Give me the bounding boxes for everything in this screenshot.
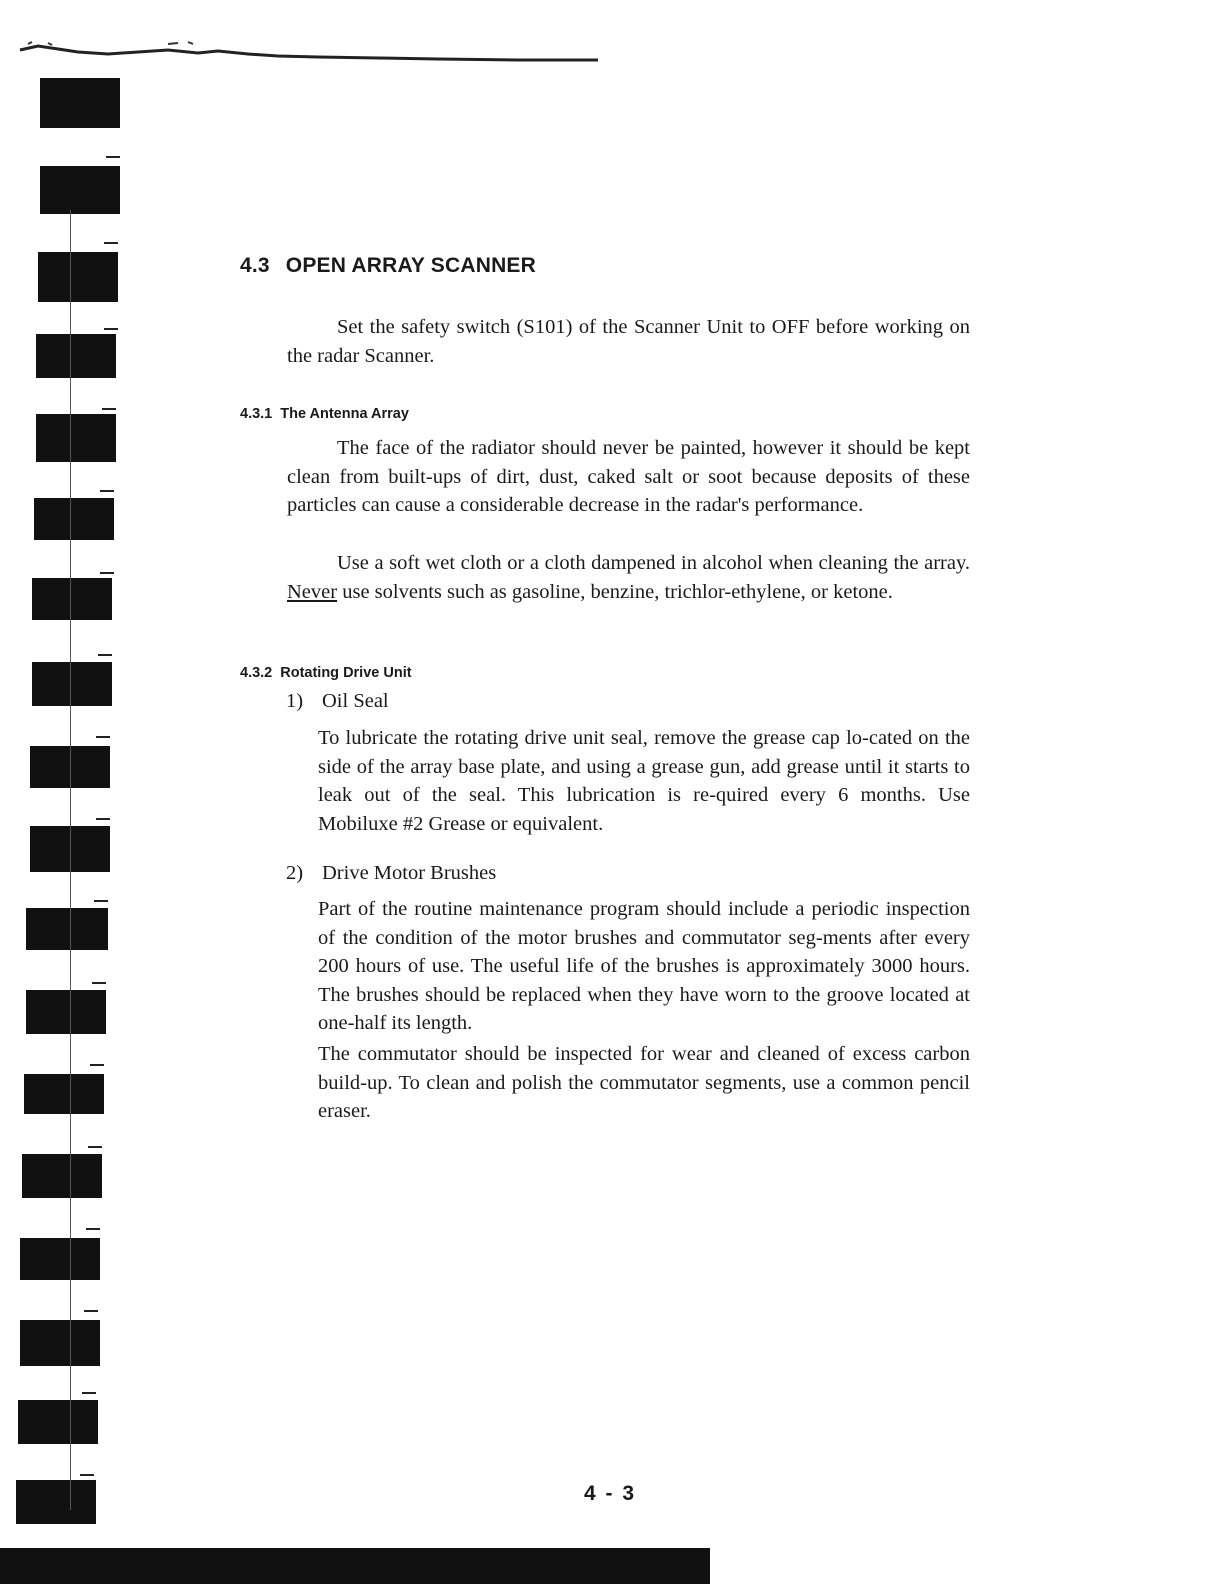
antenna-paragraph-2 <box>287 549 970 606</box>
antenna-paragraph-2-end: use solvents such as gasoline, benzine, trichlor-ethylene, or ketone. <box>337 580 893 603</box>
antenna-paragraph-1: The face of the radiator should never be painted, however it should be kept clean from built-ups of dirt, dust, caked salt or soot because deposits of these particles can cause a considerable decrease in the radar's performance. <box>287 437 970 516</box>
subsection-number: 4.3.2 <box>240 665 273 681</box>
never-emphasis: Never <box>287 580 338 603</box>
commutator-body: The commutator should be inspected for wear and cleaned of excess carbon build-up. To clean and polish the commutator segments, use a common pencil eraser. <box>318 1043 970 1122</box>
list-item-heading-drive-motor-brushes <box>286 862 496 885</box>
subsection-number: 4.3.1 <box>240 406 273 422</box>
subsection-heading-rotating-drive-unit <box>240 665 412 681</box>
oil-seal-body: To lubricate the rotating drive unit seal, remove the grease cap lo-cated on the side of the array base plate, and using a grease gun, add grease until it starts to leak out of the seal. This lubrication is re-quired every 6 months. Use Mobiluxe #2 Grease or equivalent. <box>318 727 970 835</box>
list-item-number: 1) <box>286 690 304 712</box>
list-item-number: 2) <box>286 862 304 884</box>
binding-holes <box>10 70 120 1540</box>
subsection-title: Rotating Drive Unit <box>280 665 412 681</box>
list-item-title: Drive Motor Brushes <box>322 862 497 884</box>
section-heading <box>240 254 536 278</box>
page-number: 4 - 3 <box>583 1482 637 1505</box>
subsection-title: The Antenna Array <box>280 406 409 422</box>
antenna-paragraph-2-start: Use a soft wet cloth or a cloth dampened in alcohol when cleaning the array. <box>337 552 970 574</box>
scan-noise-top <box>18 40 618 62</box>
scan-noise-bottom <box>0 1548 710 1584</box>
list-item-title: Oil Seal <box>322 690 389 712</box>
subsection-heading-antenna-array <box>240 406 409 422</box>
brushes-body: Part of the routine maintenance program should include a periodic inspection of the condition of the motor brushes and commutator seg-ments after every 200 hours of use. The useful life of the brushes is approximately 3000 hours. The brushes should be replaced when they have worn to the groove located at one-half its length. <box>318 898 970 1034</box>
section-intro: Set the safety switch (S101) of the Scanner Unit to OFF before working on the radar Scanner. <box>287 316 970 367</box>
list-item-heading-oil-seal <box>286 690 389 713</box>
section-number: 4.3 <box>240 254 270 277</box>
section-title: OPEN ARRAY SCANNER <box>285 254 537 277</box>
